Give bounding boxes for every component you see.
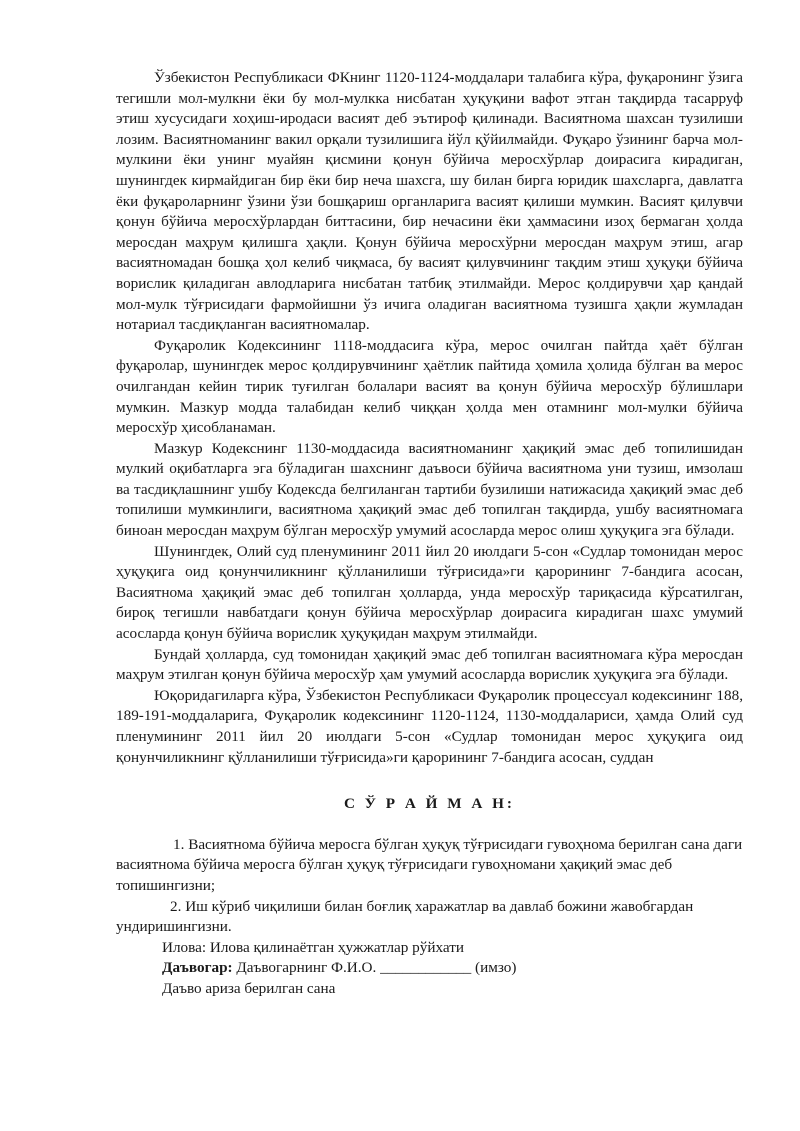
plaintiff-line xyxy=(162,958,743,979)
request-item-1: 1. Васиятнома бўйича меросга бўлган ҳуқуқ тўғрисидаги гувоҳнома берилган сана даги васиятнома бўйича меросга бўлган ҳуқуқ тўғрисидаги гувоҳномани ҳақиқий эмас деб топишингизни; xyxy=(116,835,743,894)
paragraph-grounds: Юқоридагиларга кўра, Ўзбекистон Республикаси Фуқаролик процессуал кодексининг 188, 189-191-моддаларига, Фуқаролик кодексининг 1120-1124, 1130-моддалариси, ҳамда Олий суд пленумининг 2011 йил 20 июлдаги 5-сон «Судлар томонидан мерос ҳуқуқига оид қонунчиликнинг қўлланилиши тўғрисида»ги қарорининг 7-бандига асосан, суддан xyxy=(116,686,743,766)
document-page xyxy=(116,68,743,1000)
attachment-line: Илова: Илова қилинаётган ҳужжатлар рўйхати xyxy=(162,938,464,956)
filing-date-line: Даъво ариза берилган сана xyxy=(162,979,336,997)
paragraph-plenum-resolution: Шунингдек, Олий суд пленумининг 2011 йил 20 июлдаги 5-сон «Судлар томонидан мерос ҳуқуқига оид қонунчиликнинг қўлланилиши тўғрисида»ги қарорининг 7-бандига асосан, Васиятнома ҳақиқий эмас деб топилган ҳолларда, унда меросхўр тариқасида кўрсатилган, бироқ тегишли навбатдаги қонун бўйича меросхўрлар доирасига кирадиган шахс умумий асосларда қонун бўйича ворислик ҳуқуқидан маҳрум этилмайди. xyxy=(116,542,743,643)
paragraph-article-1118: Фуқаролик Кодексининг 1118-моддасига кўра, мерос очилган пайтда ҳаёт бўлган фуқаролар, шунингдек мерос қолдирувчининг ҳаётлик пайтида ҳомила ҳолида бўлган ва мерос очилгандан кейин тирик туғилган болалари васият ва қонун бўйича меросхўр бўлишлари мумкин. Мазкур модда талабидан келиб чиққан ҳолда мен отамнинг мол-мулки бўйича меросхўр ҳисобланаман. xyxy=(116,336,743,437)
request-heading: С Ў Р А Й М А Н: xyxy=(344,795,515,813)
plaintiff-signature: Даъвогарнинг Ф.И.О. ____________ (имзо) xyxy=(232,959,517,977)
paragraph-will-definition: Ўзбекистон Республикаси ФКнинг 1120-1124-моддалари талабига кўра, фуқаронинг ўзига тегишли мол-мулкни ёки бу мол-мулкка нисбатан ҳуқуқини вафот этган тақдирда тасарруф этиш хусусидаги хоҳиш-иродаси васият деб эътироф қилинади. Васиятнома шахсан тузилиши лозим. Васиятноманинг вакил орқали тузилишига йўл қўйилмайди. Фуқаро ўзининг барча мол-мулкини ёки унинг муайян қисмини қонун бўйича меросхўрлар доирасига кирадиган, шунингдек кирмайдиган бир ёки бир неча шахсга, шу билан бирга юридик шахсларга, давлатга ёки фуқароларнинг ўзини ўзи бошқариш органларига васият қилиши мумкин. Васият қилувчи қонун бўйича меросхўрлардан биттасини, бир нечасини ёки ҳаммасини изоҳ бермаган ҳолда меросдан маҳрум қилишга ҳақли. Қонун бўйича меросхўрни меросдан маҳрум этиш, агар васиятномадан бошқа ҳол келиб чиқмаса, бу васият қилувчининг тақдим этиш ҳуқуқи бўйича ворислик қиладиган авлодларига нисбатан татбиқ этилмайди. Мерос қолдирувчи ҳар қандай мол-мулк тўғрисидаги фармойишни ўз ичига оладиган васиятнома тузишга ҳақли жумладан нотариал тасдиқланган васиятномалар. xyxy=(116,69,743,334)
request-item-2: 2. Иш кўриб чиқилиши билан боғлиқ харажатлар ва давлаб божини жавобгардан ундиришингизни. xyxy=(116,897,694,936)
plaintiff-label: Даъвогар: xyxy=(162,959,233,977)
paragraph-article-1130: Мазкур Кодекснинг 1130-моддасида васиятноманинг ҳақиқий эмас деб топилишидан мулкий оқибатларга эга бўладиган шахснинг даъвоси бўйича васиятнома уни тузиш, имзолаш ва тасдиқлашнинг ушбу Кодексда белгиланган тартиби бузилиши натижасида ҳақиқий эмас деб топилиши мумкинлиги, васиятнома ҳақиқий эмас деб топилган тақдирда, ушбу васиятномага биноан меросдан маҳрум бўлган меросхўр умумий асосларда мерос олиш ҳуқуқига эга бўлади. xyxy=(116,439,743,540)
paragraph-such-cases: Бундай ҳолларда, суд томонидан ҳақиқий эмас деб топилган васиятномага кўра меросдан маҳрум этилган қонун бўйича меросхўр ҳам умумий асосларда ворислик ҳуқуқига эга бўлади. xyxy=(116,645,743,684)
